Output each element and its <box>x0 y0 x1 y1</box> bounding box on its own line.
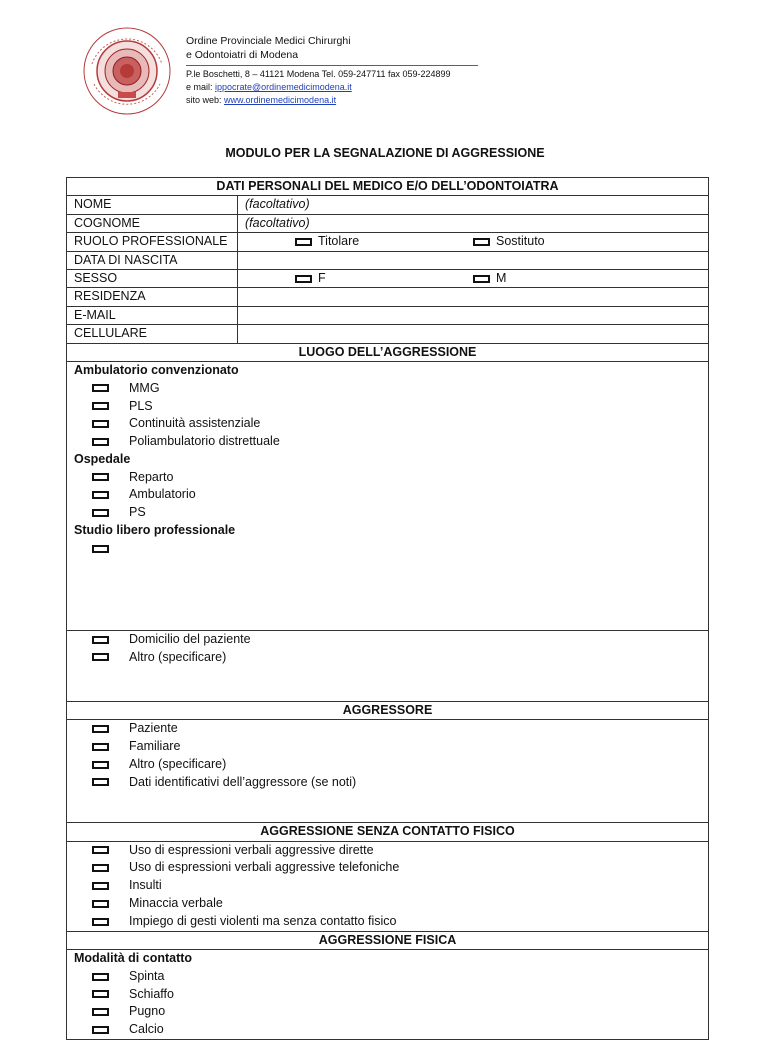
option-verbali-dirette: Uso di espressioni verbali aggressive dirette <box>129 842 374 857</box>
field-cognome[interactable] <box>238 214 709 232</box>
fisica-options <box>67 950 709 1040</box>
section-aggressione-fisica: AGGRESSIONE FISICA <box>67 931 709 949</box>
checkbox-sostituto[interactable] <box>473 238 490 246</box>
field-data-nascita[interactable] <box>238 251 709 269</box>
checkbox-familiare[interactable] <box>92 743 109 751</box>
option-insulti: Insulti <box>129 878 162 893</box>
checkbox-gesti-violenti[interactable] <box>92 918 109 926</box>
cognome-optional-hint: (facoltativo) <box>245 215 310 230</box>
option-pls: PLS <box>129 398 153 413</box>
group-studio-libero: Studio libero professionale <box>74 523 236 538</box>
checkbox-altro-luogo[interactable] <box>92 653 109 661</box>
option-poliambulatorio: Poliambulatorio distrettuale <box>129 434 280 449</box>
org-name-line1: Ordine Provinciale Medici Chirurghi <box>186 35 351 47</box>
label-email: E-MAIL <box>67 306 238 324</box>
option-familiare: Familiare <box>129 739 181 754</box>
label-ruolo: RUOLO PROFESSIONALE <box>67 233 238 251</box>
site-label: sito web: <box>186 95 225 105</box>
report-form-table <box>66 177 709 1040</box>
header-divider <box>186 65 478 66</box>
checkbox-verbali-dirette[interactable] <box>92 846 109 854</box>
group-modalita-contatto: Modalità di contatto <box>74 951 193 966</box>
option-gesti-violenti: Impiego di gesti violenti ma senza contatto fisico <box>129 913 397 928</box>
option-mmg: MMG <box>129 380 160 395</box>
label-cellulare: CELLULARE <box>67 325 238 343</box>
option-titolare: Titolare <box>318 234 360 249</box>
option-paziente: Paziente <box>129 721 178 736</box>
section-senza-contatto: AGGRESSIONE SENZA CONTATTO FISICO <box>67 823 709 841</box>
form-title: MODULO PER LA SEGNALAZIONE DI AGGRESSIONE <box>225 146 545 160</box>
checkbox-spinta[interactable] <box>92 973 109 981</box>
checkbox-pls[interactable] <box>92 402 109 410</box>
checkbox-domicilio[interactable] <box>92 636 109 644</box>
checkbox-paziente[interactable] <box>92 725 109 733</box>
option-calcio: Calcio <box>129 1022 164 1037</box>
org-name-line2: e Odontoiatri di Modena <box>186 49 299 61</box>
option-ps: PS <box>129 505 146 520</box>
section-aggressore: AGGRESSORE <box>67 701 709 719</box>
checkbox-pugno[interactable] <box>92 1008 109 1016</box>
letterhead <box>78 24 498 116</box>
website-link[interactable]: www.ordinemedicimodena.it <box>224 95 337 105</box>
field-nome[interactable] <box>238 196 709 214</box>
option-altro-aggressore: Altro (specificare) <box>129 756 227 771</box>
org-address: P.le Boschetti, 8 – 41121 Modena Tel. 059-247711 fax 059-224899 <box>186 69 451 79</box>
checkbox-titolare[interactable] <box>295 238 312 246</box>
label-cognome: COGNOME <box>67 214 238 232</box>
field-sesso <box>238 269 709 287</box>
option-verbali-telefoniche: Uso di espressioni verbali aggressive telefoniche <box>129 860 400 875</box>
email-label: e mail: <box>186 82 216 92</box>
option-domicilio: Domicilio del paziente <box>129 631 251 646</box>
luogo-other-options <box>67 630 709 701</box>
label-nome: NOME <box>67 196 238 214</box>
label-residenza: RESIDENZA <box>67 288 238 306</box>
checkbox-schiaffo[interactable] <box>92 990 109 998</box>
option-dati-aggressore: Dati identificativi dell’aggressore (se noti) <box>129 774 357 789</box>
option-sostituto: Sostituto <box>496 234 545 249</box>
checkbox-studio-libero[interactable] <box>92 545 109 553</box>
checkbox-altro-aggressore[interactable] <box>92 761 109 769</box>
senza-contatto-options <box>67 841 709 931</box>
checkbox-ambulatorio[interactable] <box>92 491 109 499</box>
checkbox-verbali-telefoniche[interactable] <box>92 864 109 872</box>
checkbox-calcio[interactable] <box>92 1026 109 1034</box>
checkbox-insulti[interactable] <box>92 882 109 890</box>
field-cellulare[interactable] <box>238 325 709 343</box>
aggressore-options <box>67 720 709 823</box>
order-seal-logo <box>78 26 176 116</box>
option-minaccia-verbale: Minaccia verbale <box>129 896 223 911</box>
option-pugno: Pugno <box>129 1004 166 1019</box>
checkbox-minaccia-verbale[interactable] <box>92 900 109 908</box>
option-altro-luogo: Altro (specificare) <box>129 649 227 664</box>
group-ambulatorio-convenzionato: Ambulatorio convenzionato <box>74 362 239 377</box>
option-spinta: Spinta <box>129 968 165 983</box>
group-ospedale: Ospedale <box>74 451 131 466</box>
checkbox-dati-aggressore[interactable] <box>92 778 109 786</box>
checkbox-reparto[interactable] <box>92 473 109 481</box>
section-personal-data: DATI PERSONALI DEL MEDICO E/O DELL’ODONTOIATRA <box>67 178 709 196</box>
field-residenza[interactable] <box>238 288 709 306</box>
option-continuita: Continuità assistenziale <box>129 416 261 431</box>
option-schiaffo: Schiaffo <box>129 986 174 1001</box>
field-ruolo <box>238 233 709 251</box>
checkbox-mmg[interactable] <box>92 384 109 392</box>
checkbox-poliambulatorio[interactable] <box>92 438 109 446</box>
checkbox-continuita[interactable] <box>92 420 109 428</box>
nome-optional-hint: (facoltativo) <box>245 197 310 212</box>
luogo-options <box>67 361 709 630</box>
option-reparto: Reparto <box>129 469 174 484</box>
checkbox-sesso-f[interactable] <box>295 275 312 283</box>
checkbox-ps[interactable] <box>92 509 109 517</box>
field-email[interactable] <box>238 306 709 324</box>
label-sesso: SESSO <box>67 269 238 287</box>
checkbox-sesso-m[interactable] <box>473 275 490 283</box>
label-data-nascita: DATA DI NASCITA <box>67 251 238 269</box>
email-link[interactable]: ippocrate@ordinemedicimodena.it <box>215 82 352 92</box>
section-luogo: LUOGO DELL’AGGRESSIONE <box>67 343 709 361</box>
option-f: F <box>318 270 326 285</box>
option-m: M <box>496 270 507 285</box>
option-ambulatorio: Ambulatorio <box>129 487 196 502</box>
